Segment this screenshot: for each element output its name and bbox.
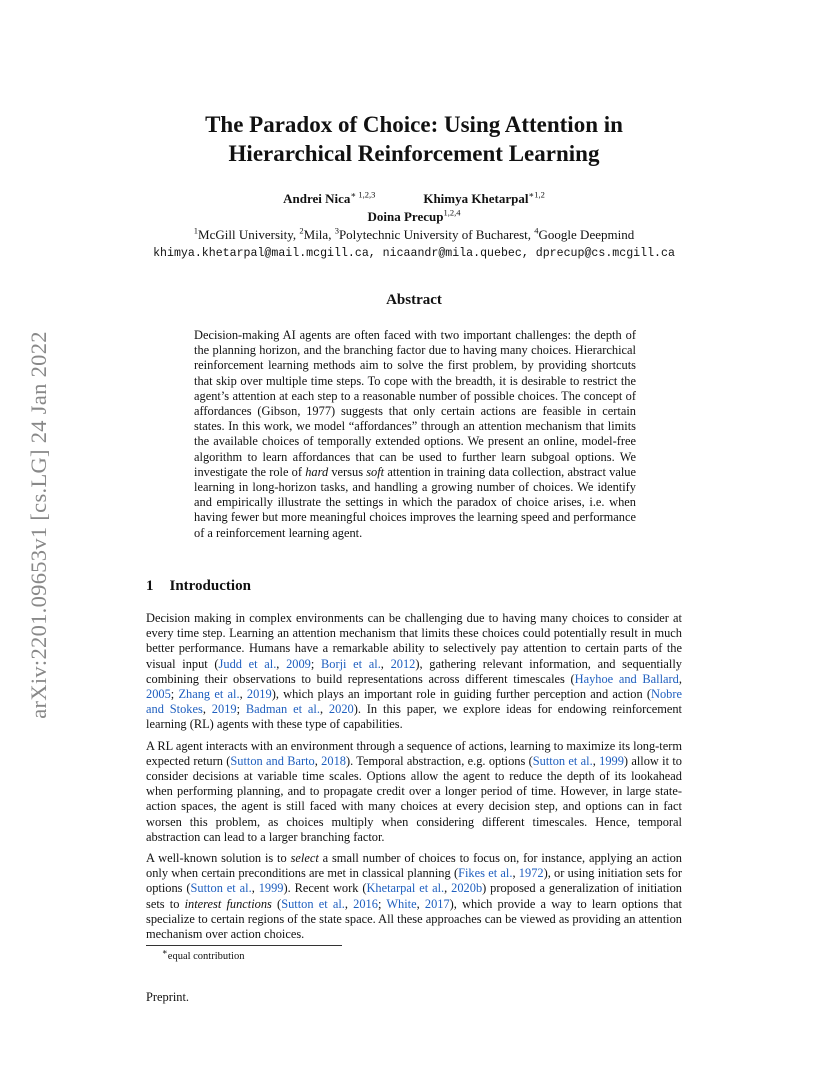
- citation-link[interactable]: Borji et al.: [320, 656, 381, 671]
- citation-link[interactable]: 1999: [599, 753, 624, 768]
- author-2: Khimya Khetarpal$^{∗1,2}$: [423, 189, 545, 206]
- citation-link[interactable]: 2020: [328, 702, 354, 717]
- citation-link[interactable]: Khetarpal et al.: [366, 881, 445, 896]
- citation-link[interactable]: Sutton and Barto: [230, 753, 315, 768]
- footnote: ∗equal contribution: [162, 946, 245, 962]
- citation-link[interactable]: Fikes et al.: [458, 866, 513, 881]
- title-line-2: Hierarchical Reinforcement Learning: [228, 141, 600, 166]
- citation-link[interactable]: 1972: [518, 866, 544, 881]
- citation-link[interactable]: Sutton et al.: [190, 881, 252, 896]
- citation-link[interactable]: 2012: [390, 656, 416, 671]
- paragraph-1: Decision making in complex environments can be challenging due to having many choices to consider at every time step. Learning an attention mechanism that limits these choices could potentially result in much better performance. Humans have a remarkable ability to selectively pay attention to certain parts of the visual input (Judd et al., 2009; Borji et al., 2012), gathering relevant information, and sequentially combining their observations to build representations across different timescales (Hayhoe and Ballard, 2005; Zhang et al., 2019), which plays an important role in guiding further perception and action (Nobre and Stokes, 2019; Badman et al., 2020). In this paper, we explore ideas for endowing reinforcement learning (RL) agents with these type of capabilities.: [146, 611, 683, 732]
- footnote-rule: [146, 945, 342, 946]
- citation-link[interactable]: 1999: [258, 881, 284, 896]
- arxiv-stamp: [22, 290, 56, 760]
- citation-link[interactable]: 2017: [424, 896, 450, 911]
- citation-link[interactable]: 2019: [211, 702, 237, 717]
- paper-title: [140, 110, 688, 168]
- citation-link[interactable]: 2019: [246, 687, 272, 702]
- paragraph-3: A well-known solution is to select a small number of choices to focus on, for instance, applying an action only when certain preconditions are met in classical planning (Fikes et al., 1972), or using initiation sets for options (Sutton et al., 1999). Recent work (Khetarpal et al., 2020b) proposed a generalization of initiation sets to interest functions (Sutton et al., 2016; White, 2017), which provide a way to learn options that specialize to certain regions of the state space. All these approaches can be viewed as providing an attention mechanism over action choices.: [146, 851, 683, 942]
- citation-link[interactable]: White: [386, 896, 417, 911]
- author-emails: khimya.khetarpal@mail.mcgill.ca, nicaandr@mila.quebec, dprecup@cs.mcgill.ca: [153, 247, 675, 260]
- author-block: [120, 191, 708, 262]
- introduction-body: [146, 611, 682, 948]
- citation-link[interactable]: Judd et al.: [218, 656, 277, 671]
- citation-link[interactable]: 2009: [286, 656, 311, 671]
- section-title: Introduction: [169, 578, 251, 594]
- citation-link[interactable]: 2016: [353, 896, 378, 911]
- citation-link[interactable]: Hayhoe and Ballard: [574, 671, 679, 686]
- author-row: [120, 191, 708, 207]
- paragraph-2: A RL agent interacts with an environment through a sequence of actions, learning to maximize its long-term expected return (Sutton and Barto, 2018). Temporal abstraction, e.g. options (Sutton et al., 1999) allow it to consider decisions at variable time scales. Options allow the agent to reduce the depth of its lookahead when performing planning, and to propagate credit over a longer period of time. However, in large state-action spaces, the agent is still faced with many choices at every decision step, and options can in fact worsen this problem, as choices multiply when considering different timescales. Hence, temporal abstraction can lead to a larger branching factor.: [146, 738, 683, 844]
- title-line-1: The Paradox of Choice: Using Attention in: [205, 112, 623, 137]
- citation-link[interactable]: 2018: [321, 753, 346, 768]
- abstract-text: Decision-making AI agents are often faced with two important challenges: the depth of the planning horizon, and the branching factor due to having many choices. Hierarchical reinforcement learning methods aim to solve the first problem, by providing shortcuts that skip over multiple time steps. To cope with the breadth, it is desirable to restrict the agent’s attention at each step to a reasonable number of possible choices. The concept of affordances (Gibson, 1977) suggests that only certain actions are feasible in certain states. In this work, we model “affordances” through an attention mechanism that limits the available choices of temporally extended options. We present an online, model-free algorithm to learn affordances that can be used to further learn subgoal options. We investigate the role of hard versus soft attention in training data collection, abstract value learning in long-horizon tasks, and handling a growing number of choices. We identify and empirically illustrate the settings in which the paradox of choice arises, i.e. when having fewer but more meaningful choices improves the learning speed and performance of a reinforcement learning agent.: [194, 328, 636, 540]
- section-number: 1: [146, 578, 154, 594]
- citation-link[interactable]: Sutton et al.: [532, 753, 593, 768]
- preprint-footer: Preprint.: [146, 990, 190, 1004]
- citation-link[interactable]: 2020b: [451, 881, 483, 896]
- citation-link[interactable]: Nobre and Stokes: [146, 687, 682, 717]
- abstract-heading: Abstract: [386, 292, 442, 308]
- author-1: Andrei Nica$^{∗ 1,2,3}$: [283, 189, 376, 206]
- author-3: Doina Precup$^{1,2,4}$: [367, 207, 461, 224]
- citation-link[interactable]: Badman et al.: [245, 702, 320, 717]
- citation-link[interactable]: 2005: [146, 687, 171, 702]
- section-heading-introduction: [146, 578, 251, 595]
- citation-link[interactable]: Sutton et al.: [281, 896, 345, 911]
- affiliations: $^1$McGill University, $^2$Mila, $^3$Polytechnic University of Bucharest, $^4$Google Deepmind: [193, 225, 635, 242]
- arxiv-stamp-text: arXiv:2201.09653v1 [cs.LG] 24 Jan 2022: [26, 331, 51, 719]
- citation-link[interactable]: Zhang et al.: [178, 687, 240, 702]
